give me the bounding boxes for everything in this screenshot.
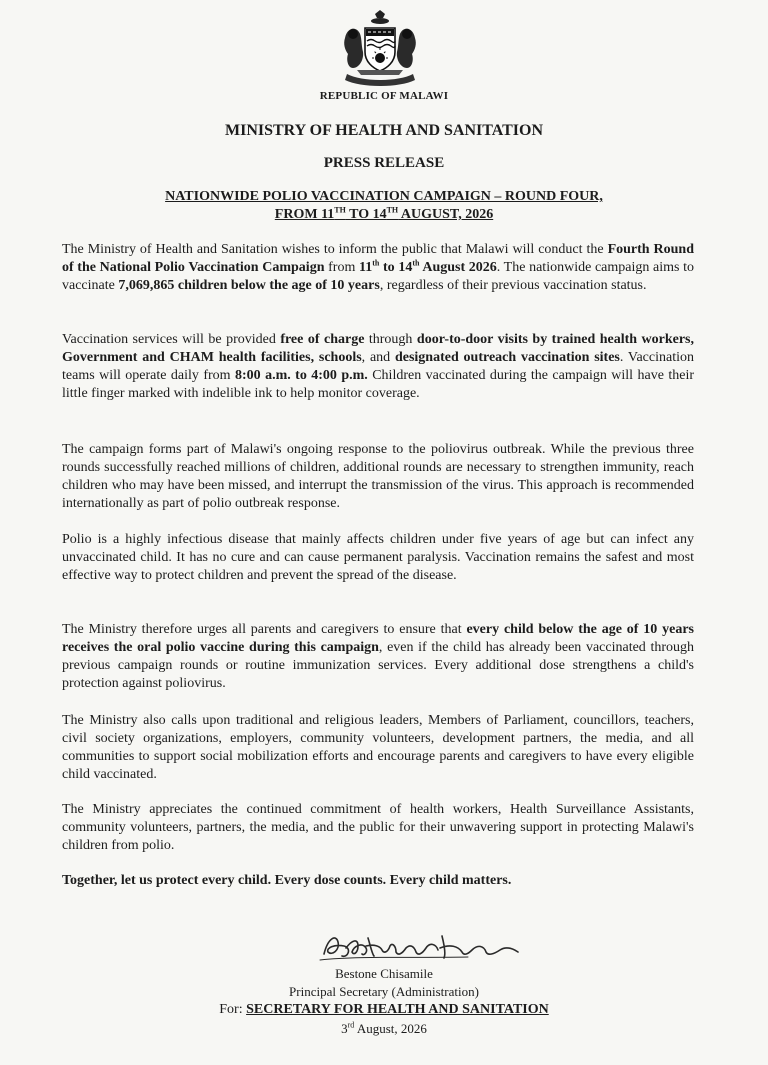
date-sup: rd <box>347 1020 355 1030</box>
p5-bold-appeal: every child below the age of 10 years receives the oral polio vaccine during this campaign <box>62 622 695 655</box>
title-to-text: TO 14 <box>345 207 387 222</box>
closing-slogan: Together, let us protect every child. Every dose counts. Every child matters. <box>62 873 512 888</box>
malawi-coat-of-arms-icon <box>337 8 423 92</box>
p1-text-c: from <box>324 260 359 275</box>
p5-text-c: , even if the child has already been vaccinated through previous campaign rounds or routine immunization services. Every additional dose strengthens a child's protection against poliovirus. <box>62 640 694 691</box>
republic-heading: REPUBLIC OF MALAWI <box>319 90 449 102</box>
signatory-on-behalf <box>0 1001 768 1018</box>
p1-bold-target: 7,069,865 children below the age of 10 years <box>118 278 380 293</box>
p1-start-sup: th <box>372 258 380 268</box>
p2-bold-free: free of charge <box>280 332 365 347</box>
date-month-year: August, 2026 <box>354 1021 427 1036</box>
title-sup-1: TH <box>334 205 346 215</box>
paragraph-polio-disease: Polio is a highly infectious disease that mainly affects children under five years of age but can infect any unvaccinated child. It has no cure and can cause permanent paralysis. Vaccination remains the safest and most effective way to protect children and prevent the spread of the disease. <box>62 532 694 583</box>
paragraph-appreciation: The Ministry appreciates the continued commitment of health workers, Health Surveillance Assistants, community volunteers, partners, the media, and the public for their unwavering support in protecting Malawi's children from polio. <box>62 802 694 853</box>
paragraph-campaign-intro <box>62 241 694 295</box>
p2-bold-outreach: designated outreach vaccination sites <box>394 350 620 365</box>
ministry-heading: MINISTRY OF HEALTH AND SANITATION <box>224 122 543 139</box>
press-release-heading: PRESS RELEASE <box>323 155 445 171</box>
paragraph-stakeholder-call: The Ministry also calls upon traditional and religious leaders, Members of Parliament, councillors, teachers, civil society organizations, employers, community volunteers, development partners, the media, and all communities to support social mobilization efforts and encourage parents and caregivers to have every eligible child vaccinated. <box>62 713 694 782</box>
date-day: 3 <box>341 1021 348 1036</box>
p2-text-i: Children vaccinated during the campaign will have their little finger marked with indelible ink to help monitor coverage. <box>62 368 694 401</box>
p1-end-sup: th <box>412 258 420 268</box>
p1-bold-dates <box>359 260 497 275</box>
title-sup-2: TH <box>386 205 399 215</box>
p1-text-a: The Ministry of Health and Sanitation wishes to inform the public that Malawi will conduct the <box>62 242 608 257</box>
p5-text-a: The Ministry therefore urges all parents and caregivers to ensure that <box>62 622 467 637</box>
paragraph-outbreak-response: The campaign forms part of Malawi's ongoing response to the poliovirus outbreak. While the previous three rounds successfully reached millions of children, additional rounds are necessary to strengthen immunity, reach children who may have been missed, and interrupt the transmission of the virus. This approach is recommended internationally as part of polio outbreak response. <box>62 442 694 511</box>
p1-text-j: , regardless of their previous vaccination status. <box>379 278 647 293</box>
paragraph-service-delivery <box>62 331 694 403</box>
handwritten-signature <box>318 924 523 966</box>
signatory-name: Bestone Chisamile <box>335 966 433 981</box>
p2-text-e: , and <box>361 350 395 365</box>
p2-bold-hours: 8:00 a.m. to 4:00 p.m. <box>234 368 368 383</box>
p1-text-h: . The nationwide campaign aims to vaccinate <box>62 260 694 293</box>
signatory-title: Principal Secretary (Administration) <box>289 984 479 999</box>
p1-to: to <box>379 260 399 275</box>
p1-month-year: August 2026 <box>419 260 497 275</box>
campaign-title-line-1: NATIONWIDE POLIO VACCINATION CAMPAIGN – ROUND FOUR, <box>165 189 603 204</box>
paragraph-parent-appeal <box>62 621 694 693</box>
p2-bold-channels: door-to-door visits by trained health workers, Government and CHAM health facilities, schools <box>62 332 695 365</box>
campaign-title-line-2 <box>0 207 768 223</box>
p2-text-c: through <box>364 332 417 347</box>
p1-start-day: 11 <box>359 260 373 275</box>
title-from-text: FROM 11 <box>274 207 335 222</box>
for-organization: SECRETARY FOR HEALTH AND SANITATION <box>246 1002 549 1017</box>
for-prefix: For: <box>219 1002 247 1017</box>
p2-text-g: . Vaccination teams will operate daily from <box>62 350 694 383</box>
title-month-year: AUGUST, 2026 <box>398 207 494 222</box>
p2-text-a: Vaccination services will be provided <box>62 332 281 347</box>
release-date <box>0 1020 768 1037</box>
p1-end-day: 14 <box>398 260 413 275</box>
p1-bold-campaign-name: Fourth Round of the National Polio Vaccination Campaign <box>62 242 694 275</box>
